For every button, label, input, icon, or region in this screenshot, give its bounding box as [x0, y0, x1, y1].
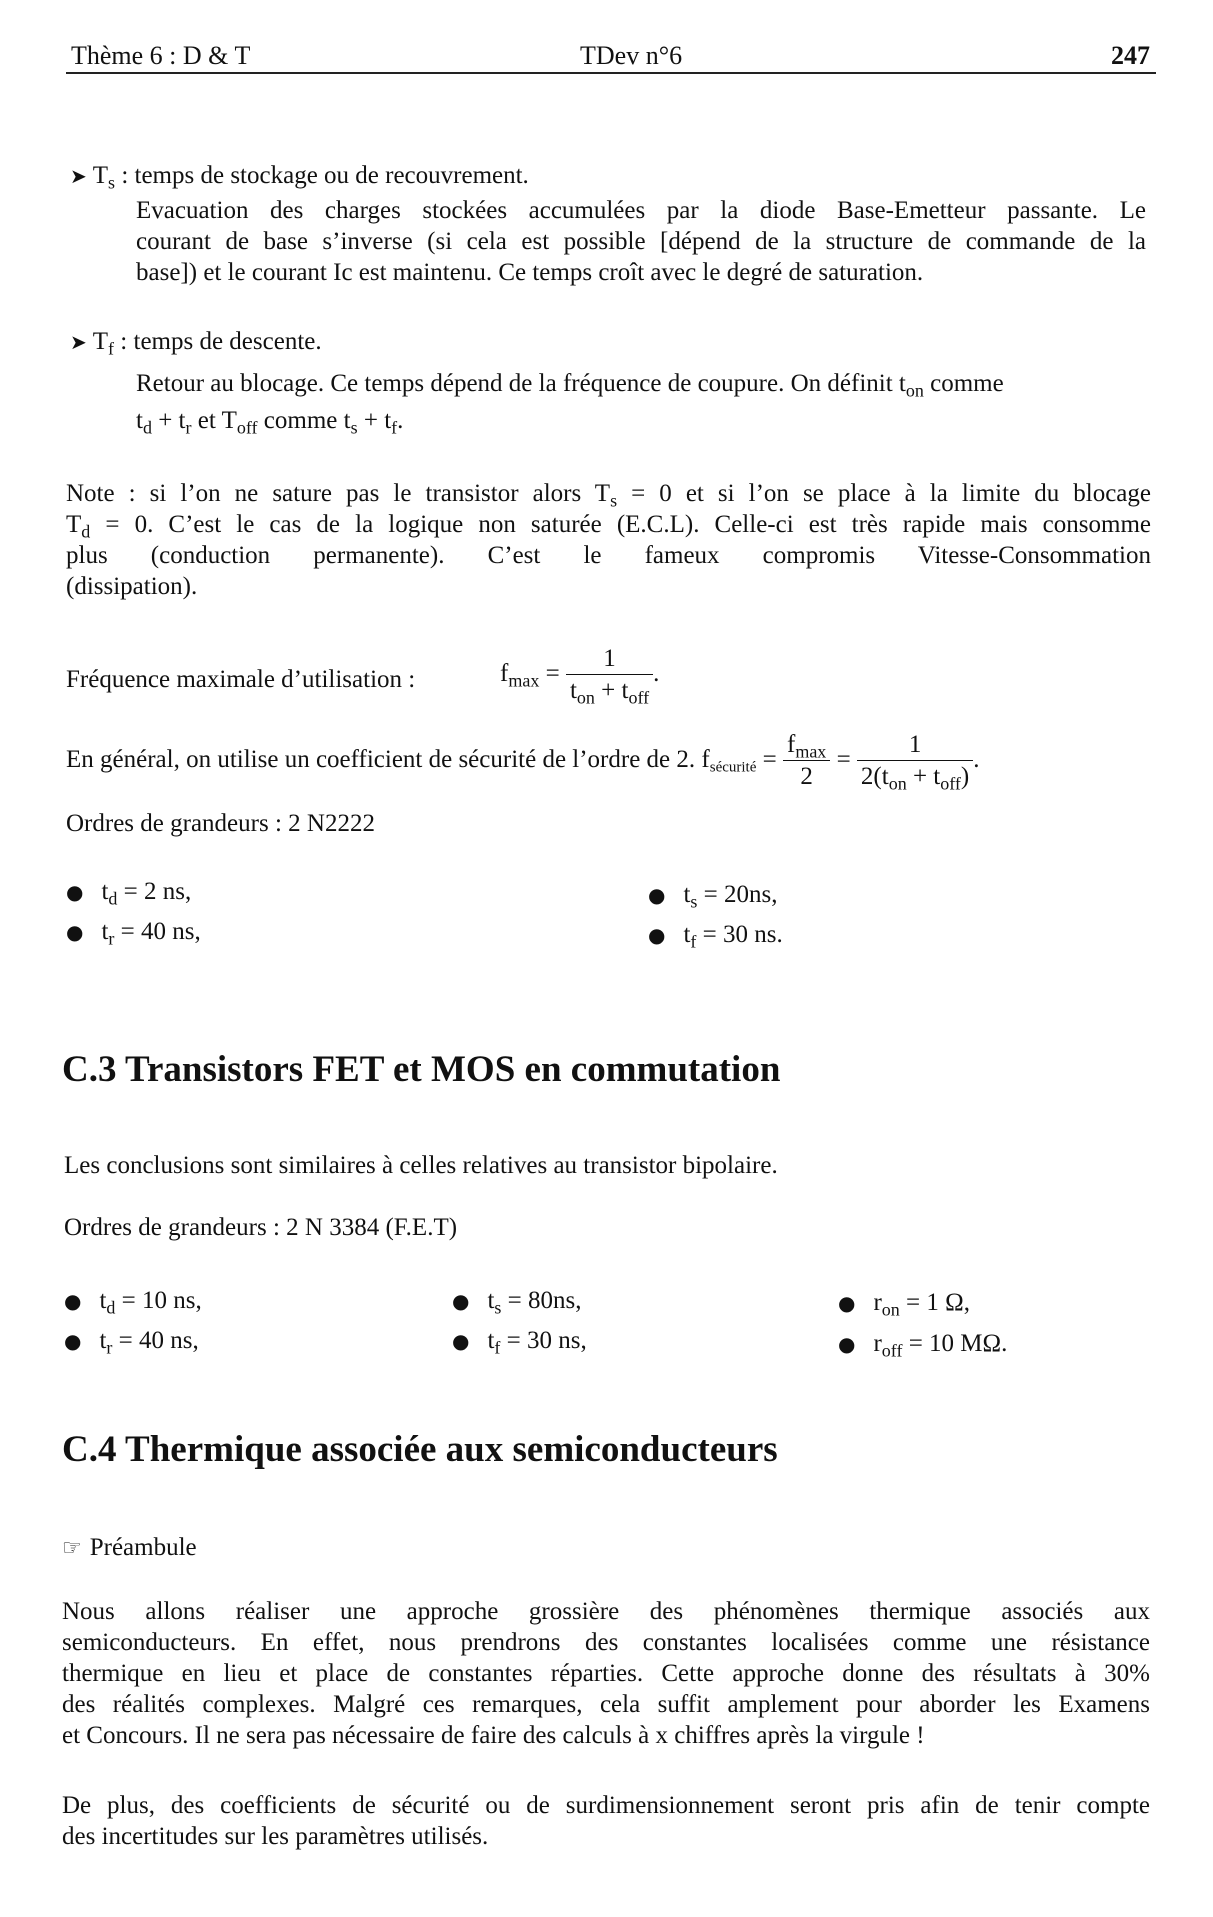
list-item: ● $t_s = 80ns$, — [452, 1287, 582, 1318]
c3-text: Les conclusions sont similaires à celles relatives au transistor bipolaire. — [64, 1152, 778, 1179]
list-item: ● $t_s = 20ns$, — [648, 881, 778, 912]
fsecurite-fraction-1: $\frac{f_{max}}{2}$ — [783, 730, 830, 793]
header-theme: Thème 6 : D & T — [71, 41, 251, 70]
list-item: ● $t_d = 2$ ns, — [66, 878, 192, 909]
pointing-hand-icon: ☞ — [62, 1536, 82, 1561]
list-item: ● $t_r = 40$ ns, — [66, 918, 201, 949]
order1-label: Ordres de grandeurs : 2 N2222 — [66, 810, 375, 837]
fsecurite-line: En général, on utilise un coefficient de sécurité de l’ordre de 2. $f_{sécurité}$ = $\frac{f_{max}}{2}$ = $\frac{1}{2(t_{on} + t_{off})}$ . — [66, 731, 980, 794]
tf-ton-toff: $t_d + t_r$ et $T_{off}$ comme $t_s + t_f$. — [136, 407, 404, 438]
preamble-label: ☞ Préambule — [62, 1534, 197, 1561]
arrow-bullet-icon: ➤ — [70, 330, 87, 354]
list-item: ● $t_f = 30$ ns. — [648, 921, 783, 952]
list-item: ● $t_d = 10$ ns, — [64, 1287, 202, 1318]
arrow-bullet-icon: ➤ — [70, 164, 87, 188]
list-item: ● $r_{on} = 1$ Ω, — [838, 1289, 970, 1320]
ts-item: ➤ $T_s$ : temps de stockage ou de recouvrement. — [70, 162, 529, 193]
c4-paragraph-1: Nous allons réaliser une approche grossière des phénomènes thermique associés aux semiconducteurs. En effet, nous prendrons des constantes localisées comme une résistance thermique en lieu et place de constantes réparties. Cette approche donne des résultats à 30% des réalités complexes. Malgré ces remarques, cela suffit amplement pour aborder les Examens et Concours. Il ne sera pas nécessaire de faire des calculs à x chiffres après la virgule ! — [62, 1598, 1150, 1749]
c4-paragraph-2: De plus, des coefficients de sécurité ou de surdimensionnement seront pris afin de tenir compte des incertitudes sur les paramètres utilisés. — [62, 1792, 1150, 1850]
fmax-fraction: $\frac{1}{t_{on} + t_{off}}$ — [566, 644, 653, 707]
tf-item: ➤ $T_f$ : temps de descente. — [70, 328, 322, 359]
header-tdev: TDev n°6 — [580, 41, 683, 70]
note-paragraph: Note : si l’on ne sature pas le transistor alors $T_s = 0$ et si l’on se place à la limite du blocage $T_d = 0$. C’est le cas de la logique non saturée (E.C.L). Celle-ci est très rapide mais consomme plus (conduction permanente). C’est le fameux compromis Vitesse-Consommation (dissipation). — [66, 480, 1151, 600]
c3-order-label: Ordres de grandeurs : 2 N 3384 (F.E.T) — [64, 1214, 458, 1241]
fmax-label: Fréquence maximale d’utilisation : — [66, 666, 416, 693]
fsecurite-fraction-2: $\frac{1}{2(t_{on} + t_{off})}$ — [857, 730, 973, 793]
section-heading-c4: C.4 Thermique associée aux semiconducteurs — [62, 1429, 778, 1470]
section-heading-c3: C.3 Transistors FET et MOS en commutation — [62, 1049, 781, 1090]
list-item: ● $t_f = 30$ ns, — [452, 1327, 587, 1358]
ts-description: Evacuation des charges stockées accumulées par la diode Base-Emetteur passante. Le courant de base s’inverse (si cela est possible [dépend de la structure de commande de la base]) et le courant Ic est maintenu. Ce temps croît avec le degré de saturation. — [136, 197, 1146, 286]
list-item: ● $r_{off} = 10$ MΩ. — [838, 1330, 1008, 1361]
page-number: 247 — [1111, 41, 1150, 70]
fmax-formula: $f_{max}$ = $\frac{1}{t_{on} + t_{off}}$ . — [500, 645, 660, 708]
page-header — [66, 40, 1156, 74]
tf-description: Retour au blocage. Ce temps dépend de la fréquence de coupure. On définit $t_{on}$ comme $t_d + t_r$ et $T_{off}$ comme $t_s + t_f$. — [136, 368, 1146, 436]
list-item: ● $t_r = 40$ ns, — [64, 1327, 199, 1358]
